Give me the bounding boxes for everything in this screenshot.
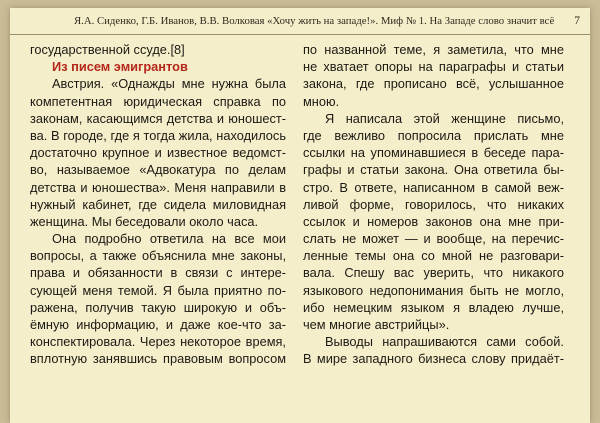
text-line: стро. В ответе, написанном в самой веж- xyxy=(303,179,564,195)
text-line: слать не может — и вообще, на перечис- xyxy=(303,231,564,247)
text-line: ссылки на упоминавшиеся в беседе пара- xyxy=(303,145,564,161)
text-line: нужный кабинет, где сидела миловидная xyxy=(30,196,286,212)
text-line: достаточно крупное и известное ведомст- xyxy=(30,145,286,161)
running-header xyxy=(10,8,590,35)
text-line: ливой форме, говорилось, что никаких xyxy=(303,196,564,212)
book-page xyxy=(10,8,590,423)
text-line: Австрия. «Однажды мне нужна была xyxy=(52,76,286,92)
text-line: языкового недопонимания быть не могло, xyxy=(303,282,564,298)
text-line: государственной ссуде.[8] xyxy=(30,42,185,57)
text-line: Она подробно ответила на все мои xyxy=(52,231,286,247)
text-line: ва. В городе, где я тогда жила, находилось xyxy=(30,127,286,143)
text-line: законам, касающимся детства и юношест- xyxy=(30,110,286,126)
text-line: где вежливо попросила прислать мне xyxy=(303,127,564,143)
text-line: женщина. Мы беседовали около часа. xyxy=(30,213,259,229)
text-line: по названной теме, я заметила, что мне xyxy=(303,42,564,57)
right-text-column xyxy=(303,41,564,368)
text-line: чем многие австрийцы». xyxy=(303,317,450,332)
text-line: вопросы, а также объяснила мне законы, xyxy=(30,248,286,264)
text-line: закона, где прописано всё, услышанное xyxy=(303,76,564,92)
text-line: В мире западного бизнеса слову придаёт- xyxy=(303,351,564,367)
text-line: ссылок и номеров законов она мне при- xyxy=(303,213,564,229)
running-title: Я.А. Сиденко, Г.Б. Иванов, В.В. Волковая «Хочу жить на западе!». Миф № 1. На Западе слово значит всё xyxy=(74,15,555,27)
text-line: ражена, получив такую широкую и объ- xyxy=(30,299,286,315)
text-line: права и обязанности в связи с интере- xyxy=(30,265,286,281)
section-subheading: Из писем эмигрантов xyxy=(52,59,188,75)
text-line: мною. xyxy=(303,93,340,109)
page-number: 7 xyxy=(574,15,580,27)
text-line: не хватает опоры на параграфы и статьи xyxy=(303,59,564,75)
left-text-column xyxy=(30,41,286,368)
text-line: вплотную занявшись правовым вопросом xyxy=(30,351,286,367)
text-line: Я написала этой женщине письмо, xyxy=(325,110,564,126)
text-line: во, называемое «Адвокатура по делам xyxy=(30,162,286,178)
text-line: вала. Спешу вас уверить, что никакого xyxy=(303,265,564,281)
text-line: сующей меня темой. Я была приятно по- xyxy=(30,282,286,298)
text-line: ёмную информацию, и даже кое-что за- xyxy=(30,317,286,332)
text-line: графы и статьи закона. Она ответила бы- xyxy=(303,162,564,178)
text-line: компетентная юридическая справка по xyxy=(30,93,286,109)
text-line: ибо немецким языком я владею лучше, xyxy=(303,299,564,315)
text-line: ленные темы она со мной не разговари- xyxy=(303,248,564,264)
text-line: детства и юношества». Меня направили в xyxy=(30,179,286,195)
text-line: Выводы напрашиваются сами собой. xyxy=(325,334,564,350)
text-line: конспектировала. Через некоторое время, xyxy=(30,334,286,350)
